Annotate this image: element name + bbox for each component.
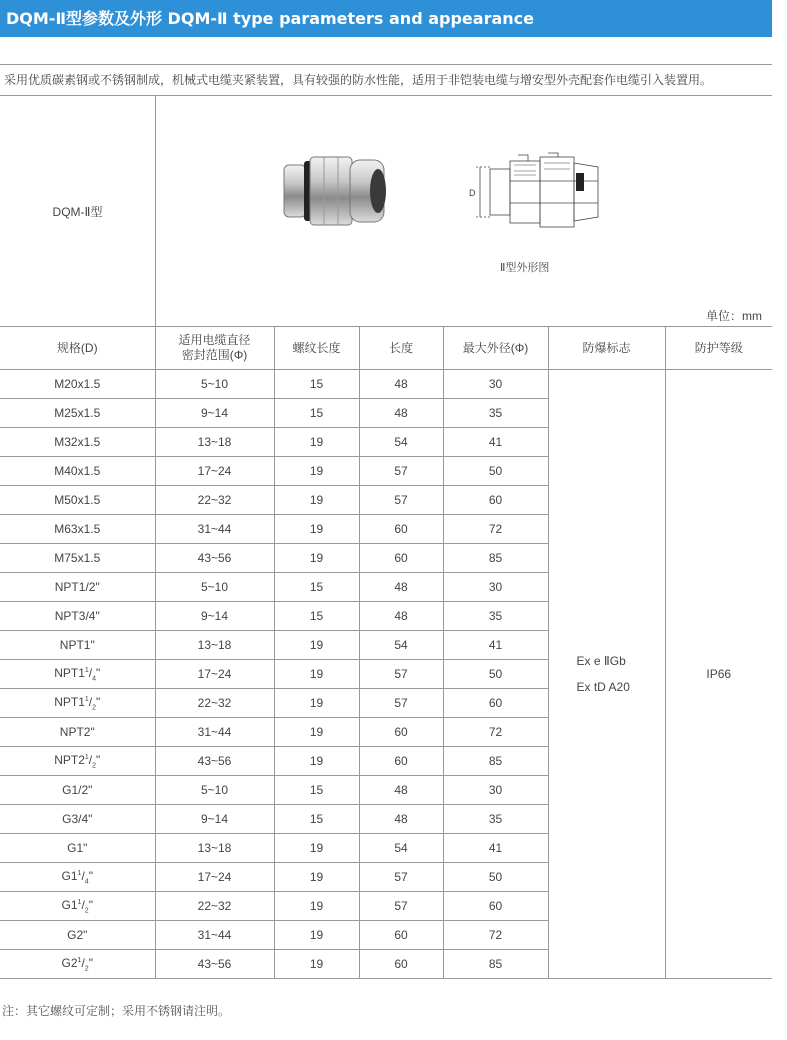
spec-text: NPT1 (54, 665, 85, 680)
cell-max-od: 30 (443, 573, 548, 602)
cell-length: 48 (359, 399, 443, 428)
spec-frac-numerator: 1 (84, 666, 89, 674)
spec-text: M50x1.5 (54, 493, 101, 507)
cell-cable-range: 31~44 (155, 921, 274, 950)
spec-text: G1/2" (62, 783, 93, 797)
parameter-table (0, 326, 772, 979)
spec-text: G1" (67, 841, 88, 855)
cell-max-od: 50 (443, 660, 548, 689)
cell-length: 60 (359, 921, 443, 950)
cell-spec (0, 776, 155, 805)
spec-text: G2 (61, 955, 78, 970)
cell-length: 60 (359, 747, 443, 776)
cell-spec (0, 399, 155, 428)
spec-text: NPT1" (59, 638, 95, 652)
cell-max-od: 41 (443, 834, 548, 863)
unit-label: 单位：mm (706, 309, 762, 323)
appearance-section (0, 96, 772, 326)
cell-length: 60 (359, 718, 443, 747)
cell-length: 54 (359, 834, 443, 863)
cell-thread-length: 15 (274, 805, 359, 834)
cell-spec (0, 805, 155, 834)
cell-cable-range: 43~56 (155, 747, 274, 776)
cell-spec: $G2^1/_2$" (0, 950, 155, 979)
cell-thread-length: 19 (274, 718, 359, 747)
cell-cable-range: 9~14 (155, 399, 274, 428)
dimension-label: D (469, 188, 476, 198)
cell-max-od: 30 (443, 370, 548, 399)
cell-spec (0, 573, 155, 602)
cell-cable-range: 13~18 (155, 631, 274, 660)
cell-cable-range: 9~14 (155, 805, 274, 834)
cell-thread-length: 19 (274, 747, 359, 776)
cell-length: 48 (359, 602, 443, 631)
cell-length: 48 (359, 573, 443, 602)
cell-thread-length: 19 (274, 892, 359, 921)
cable-gland-photo (280, 151, 390, 231)
cell-max-od: 35 (443, 602, 548, 631)
header-spec: 规格(D) (0, 327, 155, 370)
spec-frac-denominator: 2 (84, 965, 89, 973)
cell-spec (0, 631, 155, 660)
cell-max-od: 72 (443, 921, 548, 950)
cell-cable-range: 5~10 (155, 370, 274, 399)
outline-drawing (458, 151, 608, 231)
cell-length: 57 (359, 486, 443, 515)
header-ex-mark: 防爆标志 (548, 327, 665, 370)
cell-cable-range: 5~10 (155, 573, 274, 602)
cell-length: 57 (359, 660, 443, 689)
cell-spec: $NPT1^1/_2$" (0, 689, 155, 718)
cell-cable-range: 22~32 (155, 689, 274, 718)
cell-thread-length: 19 (274, 921, 359, 950)
cell-max-od: 60 (443, 892, 548, 921)
cell-thread-length: 19 (274, 950, 359, 979)
cell-max-od: 60 (443, 689, 548, 718)
spec-frac-numerator: 1 (77, 898, 82, 906)
cell-length: 57 (359, 892, 443, 921)
model-label: DQM-Ⅱ型 (0, 96, 156, 326)
spec-frac-numerator: 1 (77, 869, 82, 877)
footnote: 注：其它螺纹可定制；采用不锈钢请注明。 (2, 1004, 231, 1018)
cell-length: 60 (359, 544, 443, 573)
cell-cable-range: 43~56 (155, 950, 274, 979)
cell-max-od: 35 (443, 805, 548, 834)
ex-mark-line: Ex e ⅡGb (576, 654, 626, 668)
cell-cable-range: 17~24 (155, 863, 274, 892)
cell-cable-range: 22~32 (155, 486, 274, 515)
spec-frac-denominator: 2 (84, 907, 89, 915)
cell-cable-range: 43~56 (155, 544, 274, 573)
cell-max-od: 85 (443, 747, 548, 776)
cell-cable-range: 17~24 (155, 457, 274, 486)
cell-max-od: 50 (443, 457, 548, 486)
cell-spec (0, 602, 155, 631)
spec-text: G3/4" (62, 812, 93, 826)
cell-cable-range: 31~44 (155, 718, 274, 747)
cell-cable-range: 13~18 (155, 428, 274, 457)
cell-max-od: 72 (443, 515, 548, 544)
table-header-row (0, 327, 772, 370)
cell-thread-length: 19 (274, 689, 359, 718)
spec-text: G2" (67, 928, 88, 942)
cell-spec (0, 834, 155, 863)
spec-frac-denominator: 2 (92, 762, 97, 770)
cell-spec: $G1^1/_4$" (0, 863, 155, 892)
table-row (0, 370, 772, 399)
cell-max-od: 60 (443, 486, 548, 515)
spec-frac-numerator: 1 (84, 695, 89, 703)
cell-cable-range: 22~32 (155, 892, 274, 921)
spec-frac-denominator: 4 (92, 675, 97, 683)
cell-thread-length: 19 (274, 660, 359, 689)
ex-mark-line: Ex tD A20 (576, 680, 630, 694)
spec-text: M32x1.5 (54, 435, 101, 449)
spec-text: M40x1.5 (54, 464, 101, 478)
cell-max-od: 72 (443, 718, 548, 747)
spec-text: NPT2 (54, 752, 85, 767)
cell-cable-range: 31~44 (155, 515, 274, 544)
cell-max-od: 41 (443, 428, 548, 457)
cell-max-od: 85 (443, 950, 548, 979)
cell-cable-range: 9~14 (155, 602, 274, 631)
cell-spec (0, 921, 155, 950)
cell-cable-range: 13~18 (155, 834, 274, 863)
cell-spec (0, 428, 155, 457)
spec-text: NPT3/4" (54, 609, 100, 623)
cell-max-od: 41 (443, 631, 548, 660)
spec-text: M75x1.5 (54, 551, 101, 565)
cell-thread-length: 15 (274, 370, 359, 399)
cell-spec: $NPT2^1/_2$" (0, 747, 155, 776)
cell-spec: $G1^1/_2$" (0, 892, 155, 921)
page-title: DQM-Ⅱ型参数及外形 DQM-Ⅱ type parameters and appearance (0, 0, 772, 37)
cell-thread-length: 19 (274, 486, 359, 515)
cell-length: 57 (359, 863, 443, 892)
spec-text: M25x1.5 (54, 406, 101, 420)
cell-max-od: 35 (443, 399, 548, 428)
cell-max-od: 50 (443, 863, 548, 892)
cell-length: 57 (359, 689, 443, 718)
cell-spec: $NPT1^1/_4$" (0, 660, 155, 689)
cell-length: 60 (359, 515, 443, 544)
cell-max-od: 30 (443, 776, 548, 805)
cell-spec (0, 457, 155, 486)
spec-text: NPT1 (54, 694, 85, 709)
spec-text: G1 (61, 868, 78, 883)
cell-thread-length: 19 (274, 834, 359, 863)
cell-thread-length: 19 (274, 631, 359, 660)
spec-text: NPT1/2" (54, 580, 100, 594)
cell-thread-length: 19 (274, 544, 359, 573)
cell-thread-length: 19 (274, 863, 359, 892)
cell-spec (0, 515, 155, 544)
cell-length: 54 (359, 428, 443, 457)
cell-spec (0, 718, 155, 747)
cell-length: 57 (359, 457, 443, 486)
cell-thread-length: 15 (274, 776, 359, 805)
cell-thread-length: 19 (274, 515, 359, 544)
cell-length: 48 (359, 805, 443, 834)
cell-spec (0, 486, 155, 515)
intro-text: 采用优质碳素钢或不锈钢制成，机械式电缆夹紧装置，具有较强的防水性能，适用于非铠装电缆与增安型外壳配套作电缆引入装置用。 (0, 64, 772, 96)
cell-thread-length: 19 (274, 457, 359, 486)
header-max-od: 最大外径(Φ) (443, 327, 548, 370)
spec-text: NPT2" (59, 725, 95, 739)
spec-frac-numerator: 1 (84, 753, 89, 761)
cell-spec (0, 544, 155, 573)
cell-thread-length: 15 (274, 399, 359, 428)
header-thread-length: 螺纹长度 (274, 327, 359, 370)
cell-thread-length: 15 (274, 602, 359, 631)
cell-max-od: 85 (443, 544, 548, 573)
spec-text: M63x1.5 (54, 522, 101, 536)
header-protection: 防护等级 (665, 327, 772, 370)
cell-length: 60 (359, 950, 443, 979)
cell-thread-length: 19 (274, 428, 359, 457)
header-length: 长度 (359, 327, 443, 370)
spec-frac-denominator: 2 (92, 704, 97, 712)
spec-text: M20x1.5 (54, 377, 101, 391)
cell-ex-mark (548, 370, 665, 979)
header-cable-range: 适用电缆直径 密封范围(Φ) (155, 327, 274, 370)
cell-length: 54 (359, 631, 443, 660)
cell-thread-length: 15 (274, 573, 359, 602)
spec-frac-numerator: 1 (77, 956, 82, 964)
cell-cable-range: 17~24 (155, 660, 274, 689)
spec-frac-denominator: 4 (84, 878, 89, 886)
cell-cable-range: 5~10 (155, 776, 274, 805)
cell-spec (0, 370, 155, 399)
spec-text: G1 (61, 897, 78, 912)
drawing-caption: Ⅱ型外形图 (500, 262, 550, 274)
cell-length: 48 (359, 370, 443, 399)
cell-length: 48 (359, 776, 443, 805)
cell-protection: IP66 (665, 370, 772, 979)
